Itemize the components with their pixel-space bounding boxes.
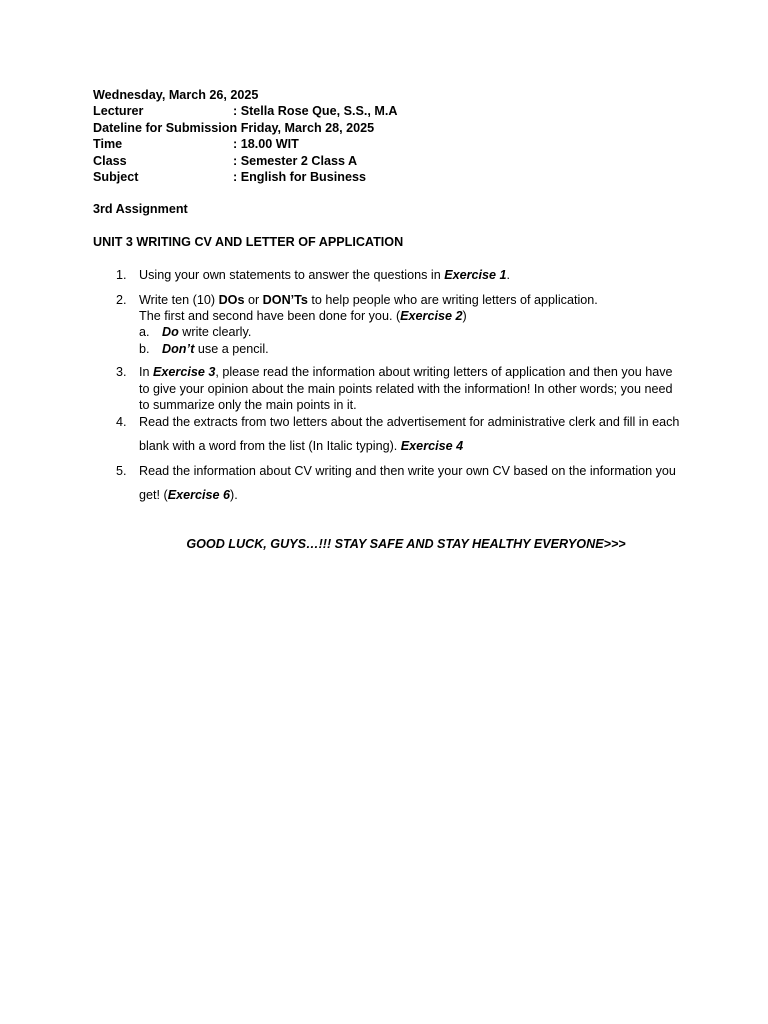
meta-label: Dateline for Submission <box>93 120 238 135</box>
task-line <box>139 292 683 308</box>
task-line-2 <box>139 308 683 324</box>
task-text: Write ten (10) <box>139 292 219 307</box>
exercise-ref: Exercise 4 <box>400 439 464 453</box>
list-item <box>93 364 683 413</box>
list-item <box>93 410 683 459</box>
task-text-or: or <box>244 292 263 307</box>
list-number: 3. <box>116 365 127 380</box>
sub-text: write clearly. <box>178 325 252 340</box>
meta-row-dateline <box>93 120 683 136</box>
sub-emphasis: Don’t <box>162 341 195 356</box>
closing-message: GOOD LUCK, GUYS…!!! STAY SAFE AND STAY HEALTHY EVERYONE>>> <box>186 537 626 551</box>
meta-row-time <box>93 136 683 152</box>
meta-value: : English for Business <box>233 170 366 185</box>
assignment-title: 3rd Assignment <box>93 202 188 217</box>
meta-row-subject <box>93 169 683 185</box>
meta-value: : Friday, March 28, 2025 <box>233 120 375 135</box>
meta-label: Subject <box>93 170 139 185</box>
unit-title: UNIT 3 WRITING CV AND LETTER OF APPLICATION <box>93 234 404 249</box>
sub-item <box>139 324 683 340</box>
sub-letter: b. <box>139 341 150 356</box>
exercise-ref: Exercise 1 <box>444 268 507 283</box>
exercise-ref: Exercise 6 <box>167 488 231 502</box>
task-text-end: . <box>506 268 511 283</box>
task-text: Read the extracts from two letters about the advertisement for administrative clerk and fill in each blank with a word from the list (In Italic typing). <box>139 414 680 453</box>
list-number: 4. <box>116 414 127 429</box>
task-text-end: to help people who are writing letters of application. <box>307 292 598 307</box>
meta-label: Time <box>93 137 123 152</box>
list-number: 2. <box>116 292 127 307</box>
list-number: 5. <box>116 463 127 478</box>
sub-emphasis: Do <box>162 325 179 340</box>
meta-value: : 18.00 WIT <box>233 137 299 152</box>
meta-value: : Semester 2 Class A <box>233 153 358 168</box>
exercise-ref: Exercise 3 <box>153 365 216 380</box>
exercise-ref: Exercise 2 <box>400 309 463 324</box>
dos-term: DOs <box>218 292 245 307</box>
task-text-end: , please read the information about writing letters of application and then you have to give your opinion about the main points related with the information! In other words; you need to summarize only the main points in it. <box>139 365 673 413</box>
list-item <box>93 267 683 283</box>
meta-row-class <box>93 153 683 169</box>
document-body <box>93 87 683 508</box>
assignment-date: Wednesday, March 26, 2025 <box>93 88 259 102</box>
task-text-end: ) <box>462 309 467 324</box>
sub-text: use a pencil. <box>194 341 269 356</box>
meta-label: Lecturer <box>93 104 144 119</box>
sub-item <box>139 341 683 357</box>
list-item <box>93 292 683 358</box>
donts-term: DON’Ts <box>262 292 308 307</box>
task-text: Read the information about CV writing and then write your own CV based on the information you get! ( <box>139 463 676 502</box>
list-number: 1. <box>116 268 127 283</box>
task-list <box>93 267 683 507</box>
task-text: Using your own statements to answer the questions in <box>139 268 445 283</box>
meta-row-lecturer <box>93 103 683 119</box>
list-item <box>93 459 683 508</box>
sub-letter: a. <box>139 325 150 340</box>
task-text: The first and second have been done for you. ( <box>139 309 401 324</box>
task-text-end: ). <box>230 488 238 502</box>
meta-label: Class <box>93 153 127 168</box>
meta-value: : Stella Rose Que, S.S., M.A <box>233 104 398 119</box>
task-text: In <box>139 365 154 380</box>
